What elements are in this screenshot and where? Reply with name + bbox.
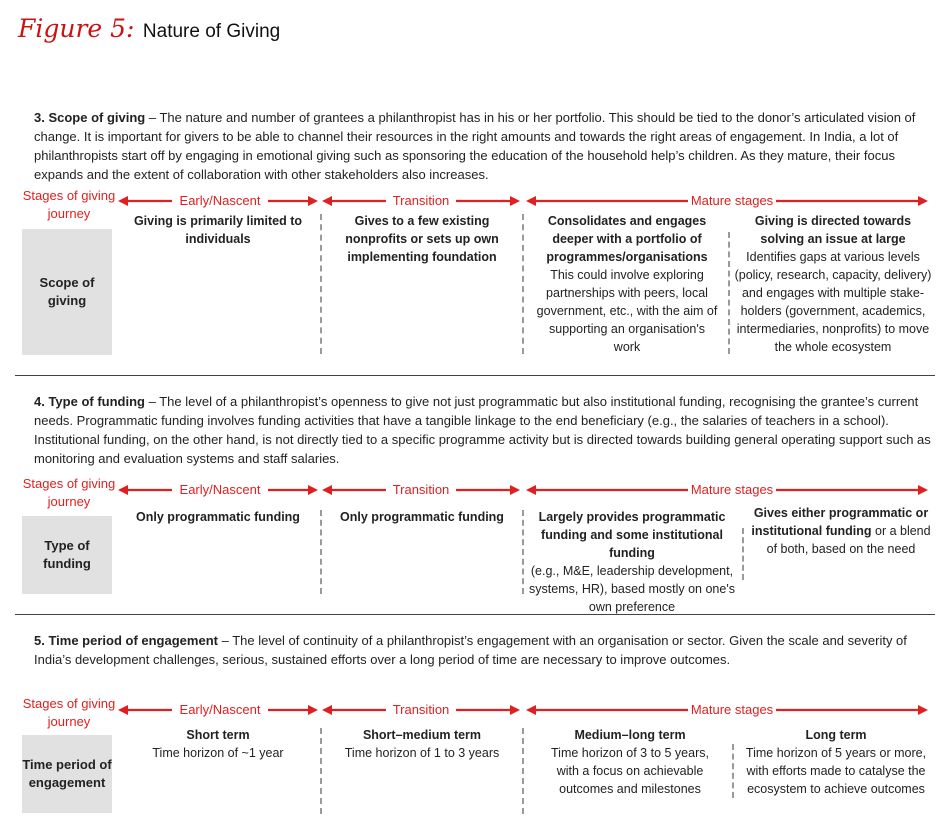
stage-transition: Transition <box>392 193 450 208</box>
divider <box>732 744 734 798</box>
cell-early <box>120 212 316 248</box>
cell-bold: Short term <box>186 728 250 742</box>
stage-early: Early/Nascent <box>179 482 261 497</box>
section-divider <box>15 375 935 376</box>
arrow-transition <box>322 702 520 717</box>
cell-normal: Time horizon of 1 to 3 years <box>344 746 500 760</box>
cell-bold: Medium–long term <box>574 728 686 742</box>
cell-bold: Only programmatic funding <box>136 510 300 524</box>
divider <box>320 510 322 594</box>
section-divider <box>15 614 935 615</box>
arrow-mature <box>526 482 928 497</box>
cell-transition <box>332 726 512 762</box>
stages-label: Stages of giving journey <box>22 188 116 221</box>
divider <box>320 214 322 354</box>
cell-normal: or a blend of both, based on the need <box>766 524 931 556</box>
stage-early: Early/Nascent <box>179 702 261 717</box>
stages-label: Stages of giving journey <box>22 476 116 509</box>
cell-bold: Gives either programmatic or institutional funding <box>751 506 929 538</box>
divider <box>522 214 524 354</box>
arrow-mature <box>526 193 928 208</box>
stage-mature: Mature stages <box>690 702 774 717</box>
arrow-early <box>118 193 318 208</box>
cell-normal: Time horizon of 5 years or more, with efforts made to catalyse the ecosystem to achieve outcomes <box>745 746 927 796</box>
section-description <box>34 392 934 468</box>
stage-mature: Mature stages <box>690 193 774 208</box>
cell-bold: Consolidates and engages deeper with a portfolio of programmes/organisations <box>546 214 708 264</box>
divider <box>522 728 524 814</box>
cell-normal: Identifies gaps at various levels (policy, research, capacity, delivery) and engages with multiple stake-holders (government, academics, intermediaries, nonprofits) to move the whole ecosystem <box>734 250 932 354</box>
cell-transition <box>332 212 512 266</box>
figure-label: Figure 5: <box>18 14 135 43</box>
cell-mature-1 <box>526 508 738 616</box>
arrow-early <box>118 482 318 497</box>
section-text: – The nature and number of grantees a philanthropist has in his or her portfolio. This should be tied to the donor’s articulated vision of change. It is important for givers to be able to channel their resources in the right amounts and towards the right areas of engagement. In India, a lot of philanthropists start off by engaging in emotional giving such as sponsoring the education of the household help’s children. As they mature, their focus expands and the extent of collaboration with other stakeholders also increases. <box>34 110 916 182</box>
figure-title <box>18 14 280 50</box>
cell-normal: Time horizon of ~1 year <box>152 746 284 760</box>
cell-mature-1 <box>540 726 720 798</box>
cell-mature-1 <box>536 212 718 356</box>
cell-bold: Giving is directed towards solving an issue at large <box>754 214 912 246</box>
stage-arrows <box>0 190 950 212</box>
cell-mature-2 <box>748 504 934 558</box>
section-description <box>34 631 934 669</box>
cell-normal: This could involve exploring partnerships with peers, local government, etc., with the aim of supporting an organisation's work <box>536 268 718 354</box>
section-text: – The level of a philanthropist’s openness to give not just programmatic but also institutional funding, recognising the grantee’s current needs. Programmatic funding involves funding activities that have a tangible linkage to the end beneficiary (e.g., the salaries of teachers in a school). Institutional funding, on the other hand, is not directly tied to a specific programme activity but is directed towards building general operating support such as monitoring and evaluation systems and staff salaries. <box>34 394 931 466</box>
stage-transition: Transition <box>392 482 450 497</box>
divider <box>728 232 730 354</box>
cell-early <box>120 508 316 526</box>
cell-bold: Long term <box>805 728 867 742</box>
stage-transition: Transition <box>392 702 450 717</box>
row-label: Time period of engagement <box>22 735 112 813</box>
stages-label: Stages of giving journey <box>22 696 116 729</box>
divider <box>320 728 322 814</box>
cell-transition <box>332 508 512 526</box>
cell-normal: (e.g., M&E, leadership development, systems, HR), based mostly on one's own preference <box>529 564 735 614</box>
cell-bold: Only programmatic funding <box>340 510 504 524</box>
cell-bold: Gives to a few existing nonprofits or sets up own implementing foundation <box>345 214 499 264</box>
arrow-transition <box>322 193 520 208</box>
divider <box>522 510 524 594</box>
cell-normal: Time horizon of 3 to 5 years, with a focus on achievable outcomes and milestones <box>551 746 709 796</box>
stage-early: Early/Nascent <box>179 193 261 208</box>
stage-mature: Mature stages <box>690 482 774 497</box>
cell-bold: Largely provides programmatic funding and some institutional funding <box>538 510 726 560</box>
section-heading: 3. Scope of giving <box>34 110 146 125</box>
arrow-mature <box>526 702 928 717</box>
row-label: Type of funding <box>22 516 112 594</box>
cell-early <box>120 726 316 762</box>
cell-bold: Giving is primarily limited to individuals <box>133 214 303 246</box>
cell-bold: Short–medium term <box>362 728 482 742</box>
figure-name: Nature of Giving <box>142 21 281 42</box>
cell-mature-2 <box>733 212 933 356</box>
section-text: – The level of continuity of a philanthropist’s engagement with an organisation or sector. Given the scale and severity of India’s development challenges, serious, sustained efforts over a long period of time are necessary to improve outcomes. <box>34 633 907 667</box>
divider <box>742 528 744 580</box>
stage-arrows <box>0 699 950 721</box>
section-description <box>34 108 934 184</box>
stage-arrows <box>0 479 950 501</box>
cell-mature-2 <box>738 726 934 798</box>
arrow-early <box>118 702 318 717</box>
section-heading: 5. Time period of engagement <box>34 633 218 648</box>
section-heading: 4. Type of funding <box>34 394 145 409</box>
arrow-transition <box>322 482 520 497</box>
row-label: Scope of giving <box>22 229 112 355</box>
